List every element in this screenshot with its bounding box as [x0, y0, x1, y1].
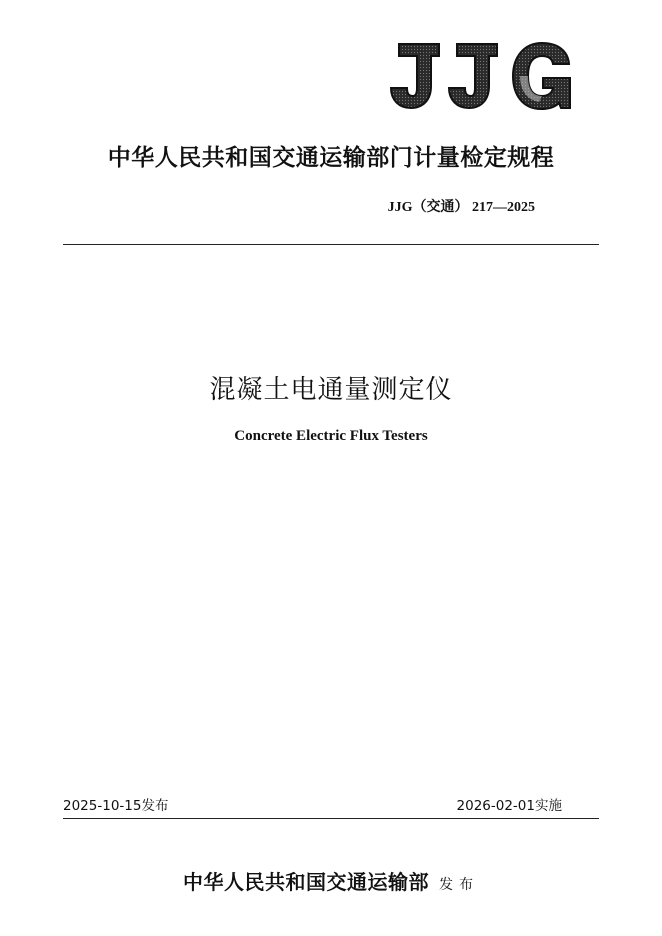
- bottom-divider: [63, 818, 599, 819]
- jjg-logo-graphic: [389, 42, 573, 110]
- publisher-line: [0, 866, 662, 895]
- logo-letter-g: [513, 43, 570, 109]
- top-divider: [63, 244, 599, 245]
- publisher-name: 中华人民共和国交通运输部: [183, 870, 429, 894]
- document-title-english: Concrete Electric Flux Testers: [234, 428, 428, 444]
- document-title-chinese: 混凝土电通量测定仪: [209, 375, 453, 405]
- regulation-code: JJG（交通） 217—2025: [387, 200, 535, 215]
- issue-date: 2025-10-15发布: [63, 798, 169, 814]
- jjg-logo: [389, 42, 573, 110]
- regulation-category-title: 中华人民共和国交通运输部门计量检定规程: [107, 144, 555, 171]
- logo-letter-j2: [449, 44, 497, 108]
- logo-letter-j1: [391, 44, 439, 108]
- effective-date: 2026-02-01实施: [456, 798, 562, 814]
- publisher-action: 发布: [439, 877, 479, 893]
